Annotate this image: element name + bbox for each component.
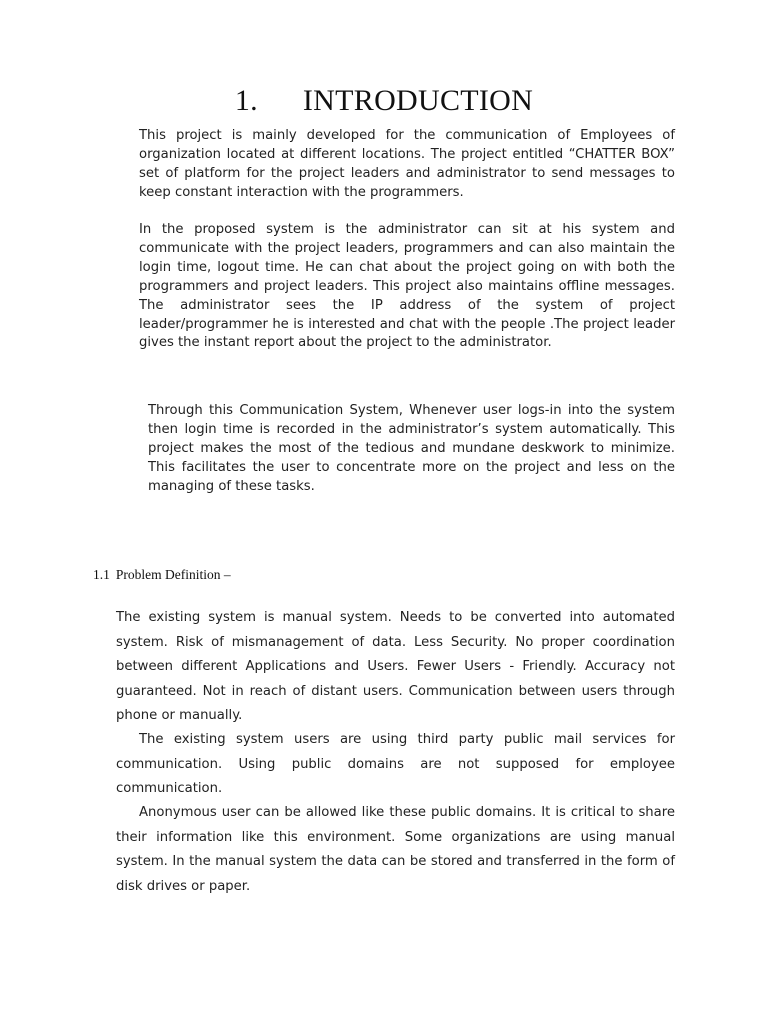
- problem-paragraph-2: The existing system users are using third party public mail services for communication. Using public domains are not supposed for employee communication.: [116, 732, 675, 797]
- chapter-title: INTRODUCTION: [302, 84, 534, 117]
- section-title: Problem Definition –: [115, 567, 231, 582]
- problem-paragraph-1: The existing system is manual system. Needs to be converted into automated system. Risk of mismanagement of data. Less Security. No proper coordination between different Applications and Users. Fewer Users - Friendly. Accuracy not guaranteed. Not in reach of distant users. Communication between users through phone or manually.: [116, 610, 675, 724]
- section-heading: [93, 567, 231, 583]
- intro-paragraph-1: This project is mainly developed for the communication of Employees of organization located at different locations. The project entitled “CHATTER BOX” set of platform for the project leaders and administrator to send messages to keep constant interaction with the programmers.: [139, 128, 675, 200]
- intro-paragraph-3: Through this Communication System, Whenever user logs-in into the system then login time is recorded in the administrator’s system automatically. This project makes the most of the tedious and mundane deskwork to minimize. This facilitates the user to concentrate more on the project and less on the managing of these tasks.: [148, 403, 675, 494]
- problem-paragraph-3: Anonymous user can be allowed like these public domains. It is critical to share their information like this environment. Some organizations are using manual system. In the manual system the data can be stored and transferred in the form of disk drives or paper.: [116, 805, 675, 894]
- section-number: 1.1: [93, 567, 110, 582]
- intro-paragraph-2: In the proposed system is the administrator can sit at his system and communicate with the project leaders, programmers and can also maintain the login time, logout time. He can chat about the project going on with both the programmers and project leaders. This project also maintains offline messages. The administrator sees the IP address of the system of project leader/programmer he is interested and chat with the people .The project leader gives the instant report about the project to the administrator.: [139, 222, 675, 351]
- chapter-heading: [0, 84, 768, 118]
- chapter-number: 1.: [234, 84, 258, 117]
